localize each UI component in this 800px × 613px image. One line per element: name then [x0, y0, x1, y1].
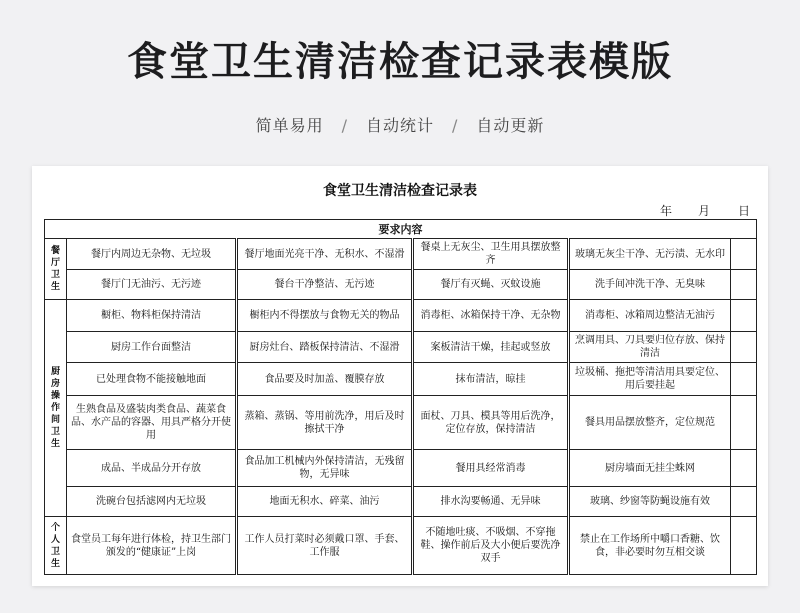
table-cell: 蒸箱、蒸锅、等用前洗净，用后及时擦拭干净	[237, 396, 413, 450]
table-cell: 食品加工机械内外保持清洁，无残留物，无异味	[237, 450, 413, 487]
table-cell: 已处理食物不能接触地面	[67, 363, 237, 396]
feature-tag: 简单易用	[255, 116, 324, 135]
feature-tags	[0, 113, 800, 136]
table-cell: 厨房墙面无挂尘蛛网	[569, 450, 731, 487]
tag-separator: /	[341, 116, 348, 135]
table-cell: 垃圾桶、拖把等清洁用具要定位、用后要挂起	[569, 363, 731, 396]
table-cell: 工作人员打菜时必须戴口罩、手套、工作服	[237, 517, 413, 575]
table-cell: 消毒柜、冰箱周边整洁无油污	[569, 300, 731, 332]
table-cell: 排水沟要畅通、无异味	[413, 487, 569, 517]
check-cell	[731, 239, 757, 270]
check-cell	[731, 517, 757, 575]
table-row	[45, 239, 757, 270]
category-cell: 厨房操作间卫生	[45, 300, 67, 517]
table-cell: 玻璃无灰尘干净、无污渍、无水印	[569, 239, 731, 270]
table-cell: 餐厅门无油污、无污迹	[67, 270, 237, 300]
table-row	[45, 332, 757, 363]
table-cell: 禁止在工作场所中嚼口香糖、饮食，非必要时勿互相交谈	[569, 517, 731, 575]
check-cell	[731, 332, 757, 363]
inspection-table	[44, 219, 757, 575]
table-row	[45, 396, 757, 450]
table-cell: 橱柜、物料柜保持清洁	[67, 300, 237, 332]
table-cell: 厨房工作台面整洁	[67, 332, 237, 363]
table-cell: 地面无积水、碎菜、油污	[237, 487, 413, 517]
tag-separator: /	[452, 116, 459, 135]
feature-tag: 自动统计	[365, 116, 434, 135]
table-cell: 食品要及时加盖、覆膜存放	[237, 363, 413, 396]
check-cell	[731, 270, 757, 300]
table-row	[45, 300, 757, 332]
table-cell: 抹布清洁，晾挂	[413, 363, 569, 396]
table-row	[45, 270, 757, 300]
table-cell: 烹调用具、刀具要归位存放、保持清洁	[569, 332, 731, 363]
category-cell: 餐厅卫生	[45, 239, 67, 300]
check-cell	[731, 487, 757, 517]
date-year-label: 年	[660, 204, 673, 218]
page-title: 食堂卫生清洁检查记录表模版	[127, 39, 673, 85]
table-cell: 洗碗台包括滤网内无垃圾	[67, 487, 237, 517]
table-row	[45, 450, 757, 487]
table-cell: 生熟食品及盛装肉类食品、蔬菜食品、水产品的容器、用具严格分开使用	[67, 396, 237, 450]
table-row	[45, 487, 757, 517]
table-row	[45, 517, 757, 575]
table-row	[45, 363, 757, 396]
sheet-title: 食堂卫生清洁检查记录表	[323, 183, 477, 199]
table-header-cell: 要求内容	[45, 220, 757, 239]
record-sheet-preview	[32, 166, 768, 586]
date-month-label: 月	[698, 204, 711, 218]
table-cell: 餐厅内周边无杂物、无垃圾	[67, 239, 237, 270]
feature-tag: 自动更新	[476, 116, 545, 135]
check-cell	[731, 300, 757, 332]
category-cell: 个人卫生	[45, 517, 67, 575]
check-cell	[731, 450, 757, 487]
table-cell: 餐具用品摆放整齐，定位规范	[569, 396, 731, 450]
table-cell: 食堂员工每年进行体检，持卫生部门颁发的“健康证”上岗	[67, 517, 237, 575]
table-cell: 消毒柜、冰箱保持干净、无杂物	[413, 300, 569, 332]
table-cell: 成品、半成品分开存放	[67, 450, 237, 487]
table-cell: 厨房灶台、踏板保持清洁、不湿滑	[237, 332, 413, 363]
table-cell: 面杖、刀具、模具等用后洗净，定位存放，保持清洁	[413, 396, 569, 450]
table-cell: 玻璃、纱窗等防蝇设施有效	[569, 487, 731, 517]
table-cell: 不随地吐痰、不吸烟、不穿拖鞋、操作前后及大小便后要洗净双手	[413, 517, 569, 575]
table-cell: 案板清洁干燥，挂起或竖放	[413, 332, 569, 363]
table-cell: 餐桌上无灰尘、卫生用具摆放整齐	[413, 239, 569, 270]
date-line	[32, 202, 768, 218]
check-cell	[731, 396, 757, 450]
table-header-row	[45, 220, 757, 239]
date-day-label: 日	[738, 204, 751, 218]
table-cell: 洗手间冲洗干净、无臭味	[569, 270, 731, 300]
table-cell: 餐用具经常消毒	[413, 450, 569, 487]
table-cell: 橱柜内不得摆放与食物无关的物品	[237, 300, 413, 332]
table-cell: 餐台干净整洁、无污迹	[237, 270, 413, 300]
table-cell: 餐厅有灭蝇、灭蚊设施	[413, 270, 569, 300]
table-cell: 餐厅地面光亮干净、无积水、不湿滑	[237, 239, 413, 270]
check-cell	[731, 363, 757, 396]
